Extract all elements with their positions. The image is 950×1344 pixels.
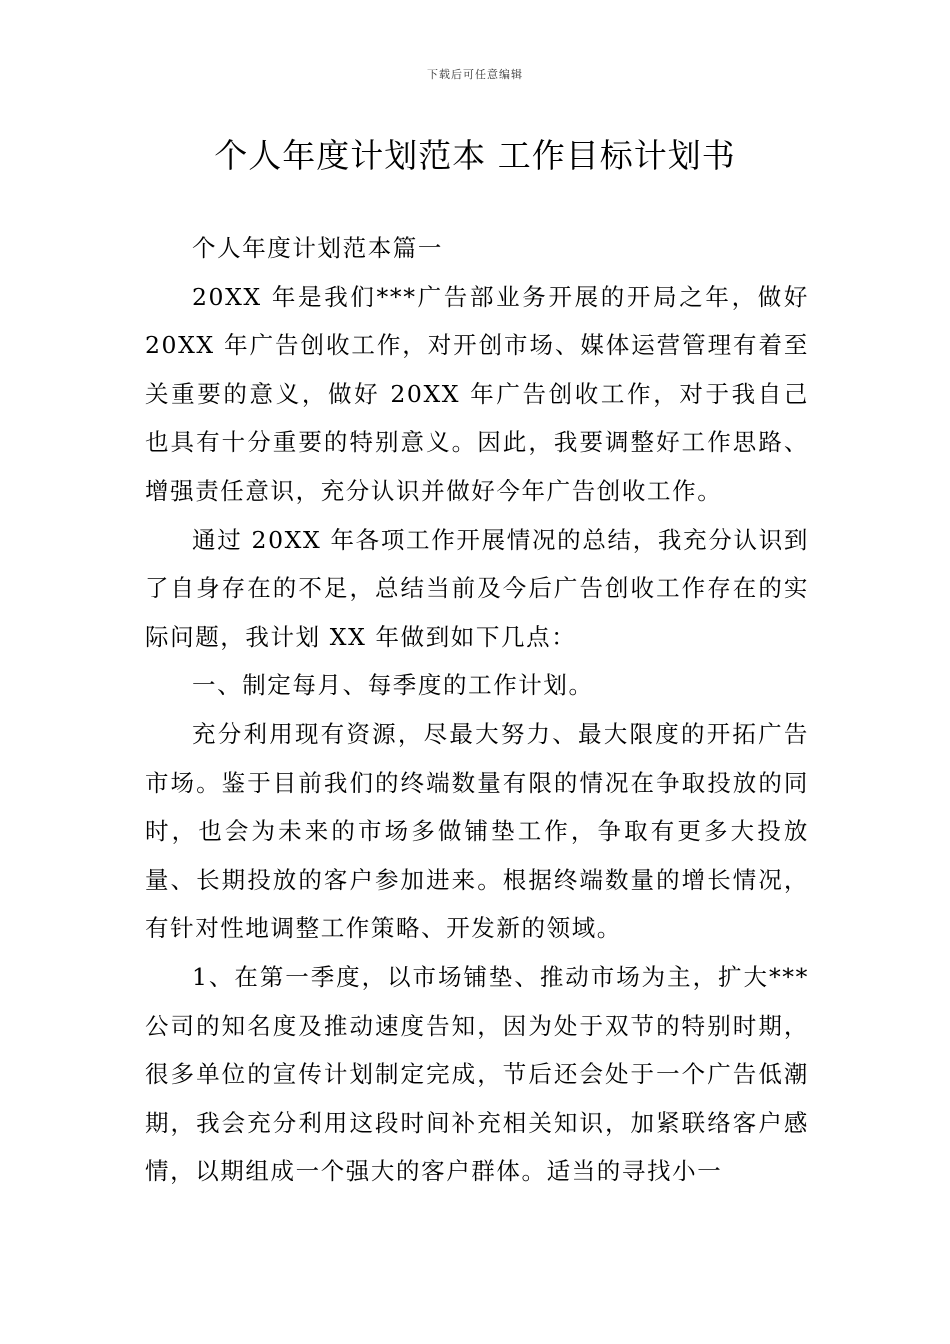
paragraph: 20XX 年是我们***广告部业务开展的开局之年，做好 20XX 年广告创收工作，对开创市场、媒体运营管理有着至关重要的意义，做好 20XX 年广告创收工作，对于我自己也具有十分重要的特别意义。因此，我要调整好工作思路、增强责任意识，充分认识并做好今年广告创收工作。 [145,282,809,505]
paragraph: 通过 20XX 年各项工作开展情况的总结，我充分认识到了自身存在的不足，总结当前及今后广告创收工作存在的实际问题，我计划 XX 年做到如下几点： [145,525,809,651]
paragraph: 1、在第一季度，以市场铺垫、推动市场为主，扩大***公司的知名度及推动速度告知，因为处于双节的特别时期，很多单位的宣传计划制定完成，节后还会处于一个广告低潮期，我会充分利用这段时间补充相关知识，加紧联络客户感情，以期组成一个强大的客户群体。适当的寻找小一 [145,962,809,1186]
paragraph-section-heading: 个人年度计划范本篇一 [192,234,443,262]
page-title: 个人年度计划范本 工作目标计划书 [214,136,736,175]
document-body [145,224,809,1196]
header-note: 下载后可任意编辑 [427,68,523,81]
paragraph: 充分利用现有资源，尽最大努力、最大限度的开拓广告市场。鉴于目前我们的终端数量有限的情况在争取投放的同时，也会为未来的市场多做铺垫工作，争取有更多大投放量、长期投放的客户参加进来。根据终端数量的增长情况，有针对性地调整工作策略、开发新的领域。 [145,719,809,943]
paragraph-subheading: 一、制定每月、每季度的工作计划。 [192,671,594,700]
